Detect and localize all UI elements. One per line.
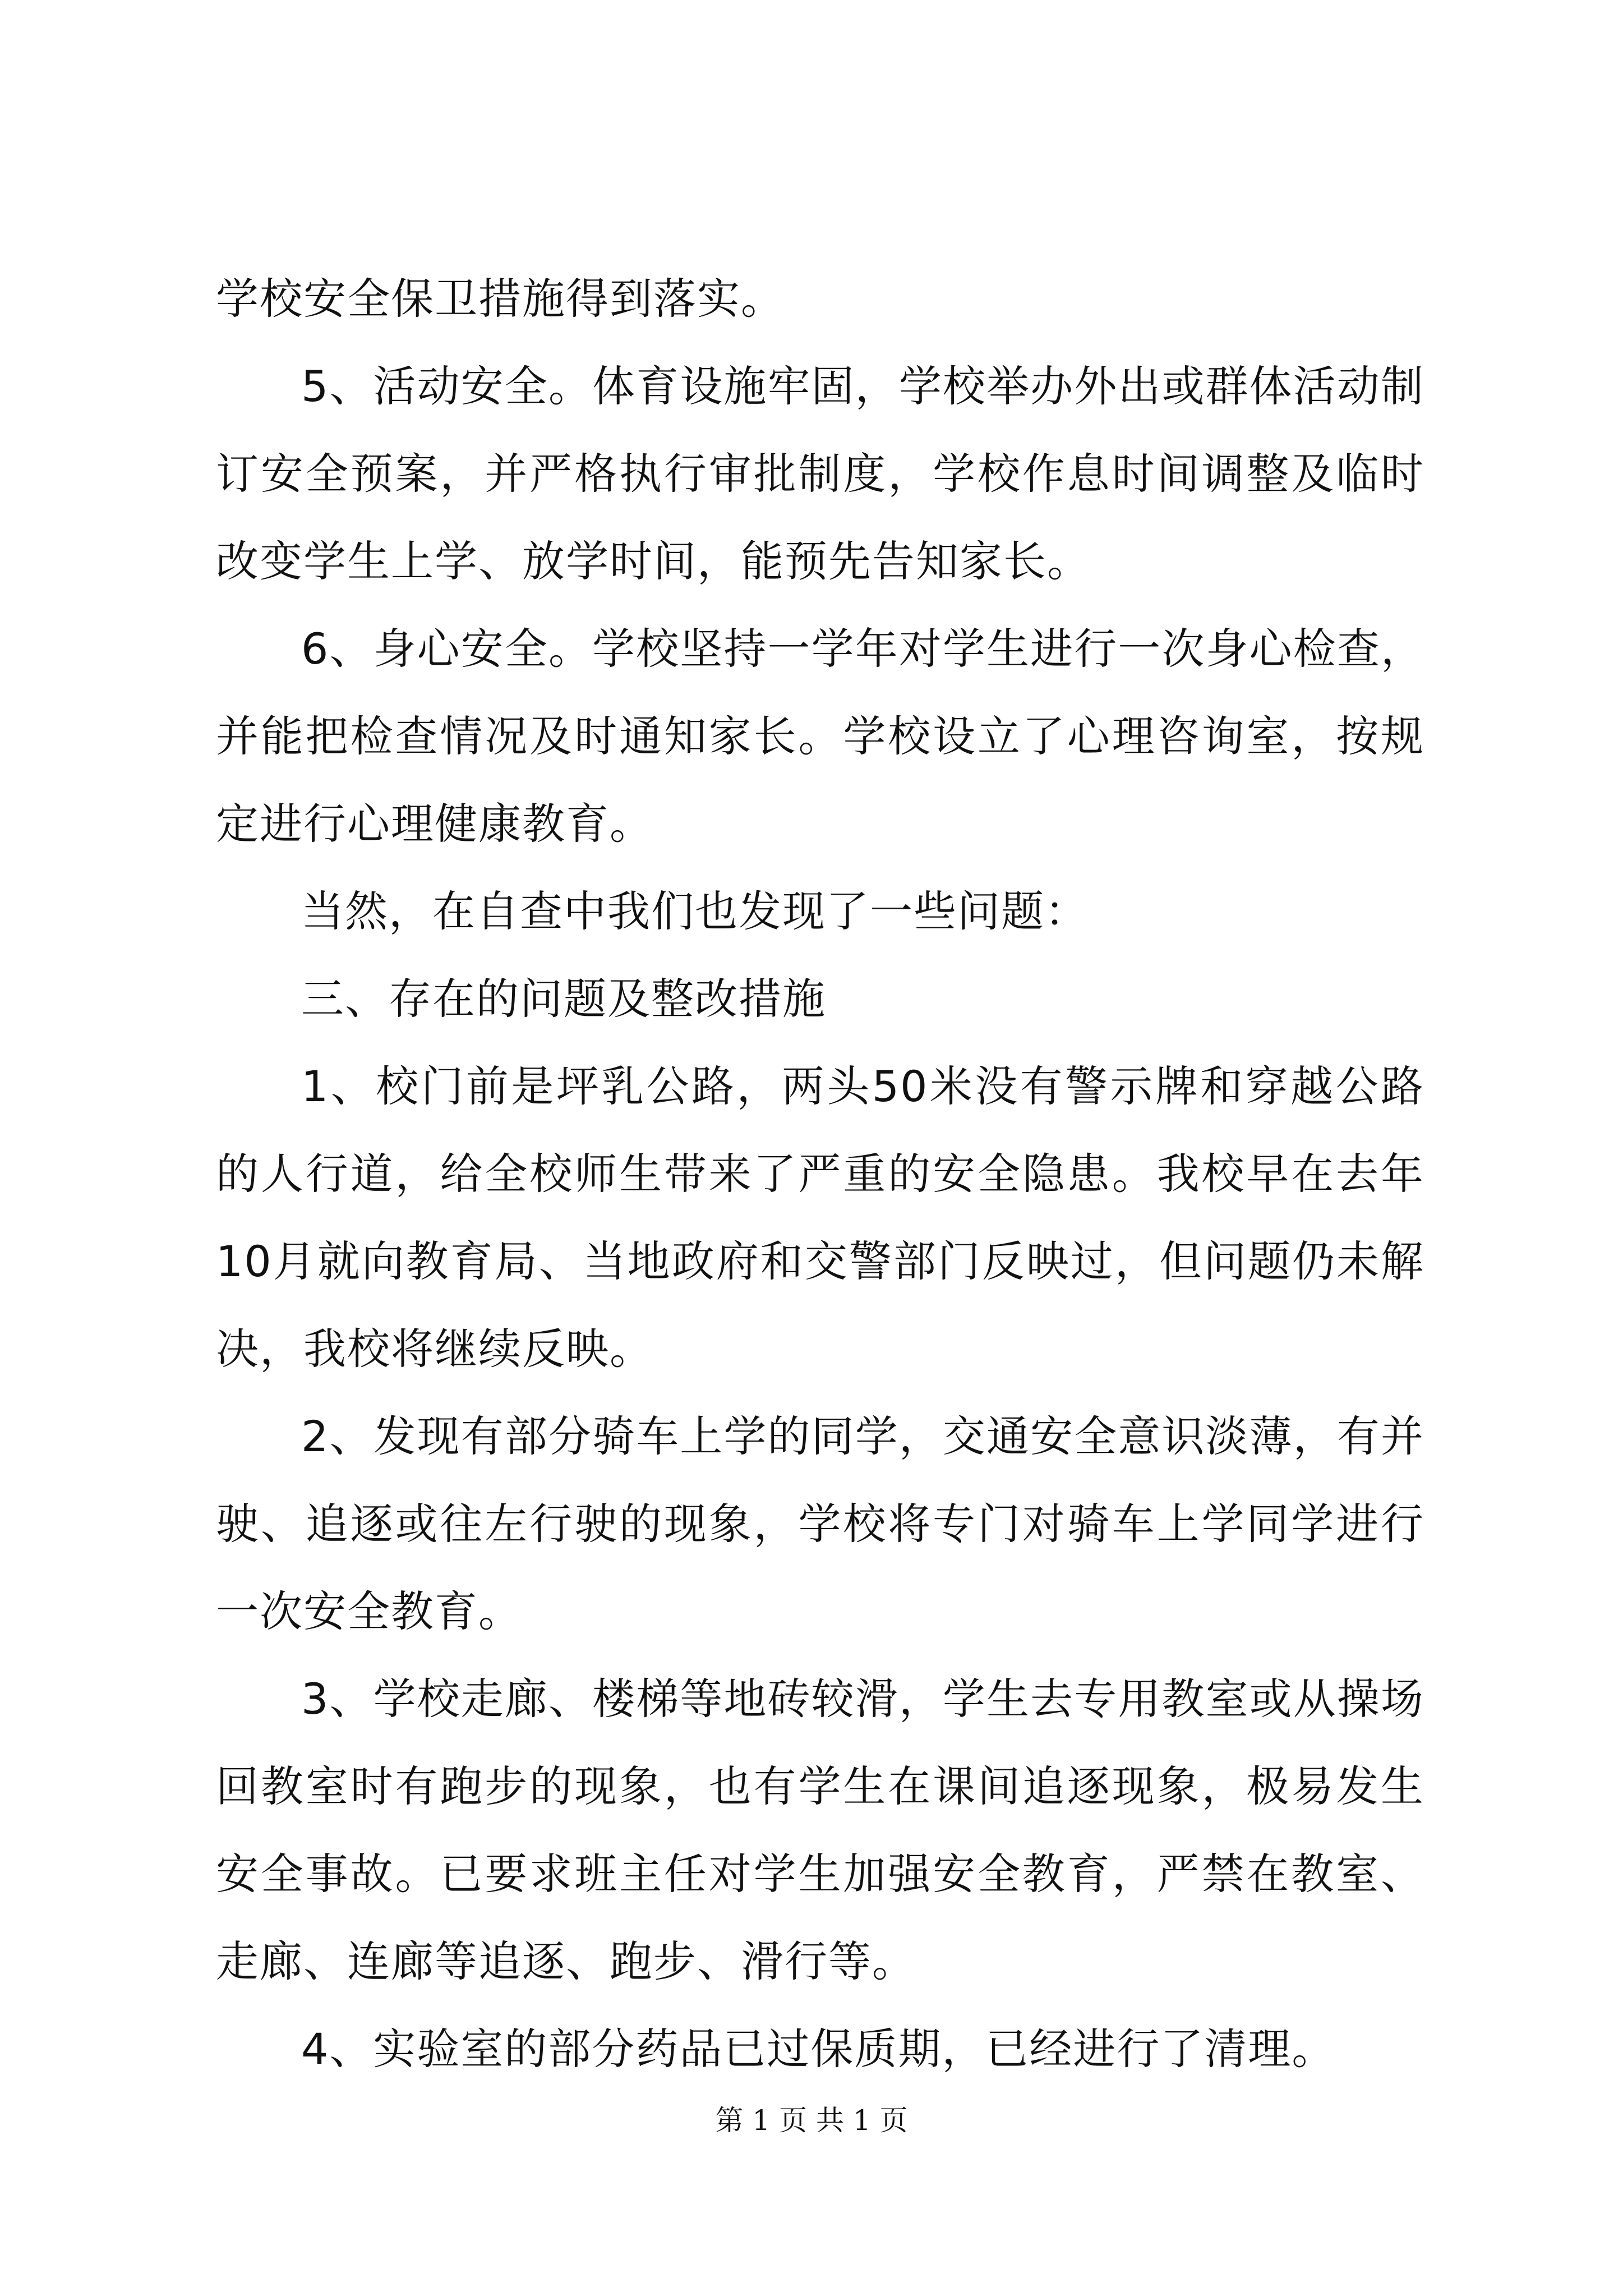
paragraph-issue-4: 4、实验室的部分药品已过保质期，已经进行了清理。: [301, 2024, 1336, 2074]
paragraph-mental-physical-safety: 6、身心安全。学校坚持一学年对学生进行一次身心检查，并能把检查情况及时通知家长。学校设立了心理咨询室，按规定进行心理健康教育。: [216, 624, 1424, 849]
paragraph-issues-intro: 当然，在自查中我们也发现了一些问题：: [301, 886, 1089, 936]
section-heading-issues: 三、存在的问题及整改措施: [301, 974, 826, 1024]
paragraph-activity-safety: 5、活动安全。体育设施牢固，学校举办外出或群体活动制订安全预案，并严格执行审批制度，学校作息时间调整及临时改变学生上学、放学时间，能预先告知家长。: [216, 361, 1424, 586]
paragraph-issue-3: 3、学校走廊、楼梯等地砖较滑，学生去专用教室或从操场回教室时有跑步的现象，也有学生在课间追逐现象，极易发生安全事故。已要求班主任对学生加强安全教育，严禁在教室、走廊、连廊等追逐、跑步、滑行等。: [216, 1674, 1424, 1986]
page-footer: 第 1 页 共 1 页: [715, 2104, 908, 2137]
paragraph-issue-2: 2、发现有部分骑车上学的同学，交通安全意识淡薄，有并驶、追逐或往左行驶的现象，学校将专门对骑车上学同学进行一次安全教育。: [216, 1411, 1424, 1636]
document-body: [216, 255, 1424, 2093]
paragraph-issue-1: 1、校门前是坪乳公路，两头50米没有警示牌和穿越公路的人行道，给全校师生带来了严重的安全隐患。我校早在去年10月就向教育局、当地政府和交警部门反映过，但问题仍未解决，我校将继续反映。: [216, 1061, 1424, 1374]
paragraph-continuation: 学校安全保卫措施得到落实。: [216, 274, 785, 324]
